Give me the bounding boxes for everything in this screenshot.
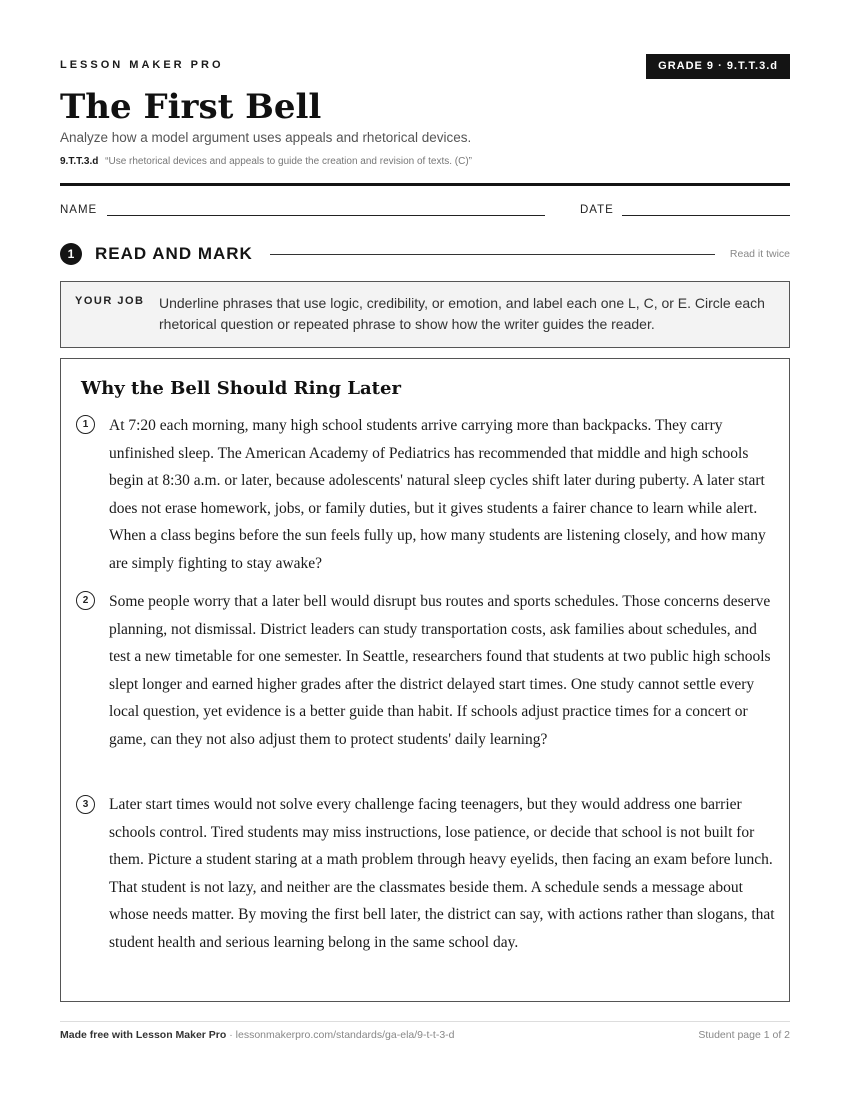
brand-name: LESSON MAKER PRO [60, 59, 224, 71]
page-subtitle: Analyze how a model argument uses appeals and rhetorical devices. [60, 130, 472, 145]
standard-code: 9.T.T.3.d [60, 156, 99, 167]
footer-made-with: Made free with Lesson Maker Pro [60, 1029, 227, 1041]
passage-paragraph-3: Later start times would not solve every challenge facing teenagers, but they would address one barrier schools control. Tired students may miss instructions, lose patience, or decide that school is not built for them. Picture a student staring at a math problem through heavy eyelids, then facing an exam before lunch. That student is not lazy, and neither are the classmates beside them. A schedule sends a message about whose needs matter. By moving the first bell later, the district can say, with actions rather than slogans, that student health and serious learning belong in the same school day. [109, 796, 775, 951]
paragraph-number-2: 2 [76, 591, 95, 610]
footer-divider [60, 1021, 790, 1022]
section-note: Read it twice [729, 248, 790, 260]
standard-text: “Use rhetorical devices and appeals to guide the creation and revision of texts. (C)” [105, 156, 472, 167]
footer-credit [60, 1029, 455, 1041]
name-label: NAME [60, 204, 98, 216]
instructions-text: Underline phrases that use logic, credibility, or emotion, and label each one L, C, or E. Circle each rhetorical question or repeated phrase to show how the writer guides the reader. [159, 295, 765, 332]
date-field[interactable] [622, 215, 790, 216]
section-title: READ AND MARK [95, 244, 253, 263]
footer-page-number: Student page 1 of 2 [698, 1029, 790, 1041]
date-label: DATE [580, 204, 614, 216]
standard-line [60, 156, 472, 167]
passage-paragraph-1: At 7:20 each morning, many high school students arrive carrying more than backpacks. They carry unfinished sleep. The American Academy of Pediatrics has recommended that middle and high schools begin at 8:30 a.m. or later, because adolescents' natural sleep cycles shift later during puberty. A later start does not erase homework, jobs, or family duties, but it gives students a fairer chance to learn while alert. When a class begins before the sun feels fully up, how many students are listening closely, and how many are simply fighting to stay awake? [109, 417, 766, 572]
header-divider [60, 183, 790, 186]
paragraph-number-3: 3 [76, 795, 95, 814]
section-number-badge: 1 [60, 243, 82, 265]
section-header [60, 242, 790, 266]
worksheet-page [60, 0, 790, 1100]
grade-badge: GRADE 9 · 9.T.T.3.d [646, 54, 790, 79]
instructions-box [60, 281, 790, 348]
instructions-label: YOUR JOB [75, 295, 145, 307]
passage-title: Why the Bell Should Ring Later [81, 378, 401, 399]
footer-url[interactable]: lessonmakerpro.com/standards/ga-ela/9-t-t-3-d [235, 1029, 455, 1041]
passage-box [60, 358, 790, 1002]
page-title: The First Bell [60, 87, 322, 127]
passage-paragraph-2: Some people worry that a later bell would disrupt bus routes and sports schedules. Those concerns deserve planning, not dismissal. District leaders can study transportation costs, ask families about schedules, and test a new timetable for one semester. In Seattle, researchers found that students at two public high schools slept longer and earned higher grades after the district delayed start times. One study cannot settle every local question, yet evidence is a better guide than habit. If schools adjust practice times for a concert or game, can they not also adjust them to protect students' daily learning? [109, 593, 771, 748]
footer-separator: · [226, 1029, 236, 1041]
paragraph-number-1: 1 [76, 415, 95, 434]
section-divider [270, 254, 715, 255]
name-field[interactable] [107, 215, 545, 216]
